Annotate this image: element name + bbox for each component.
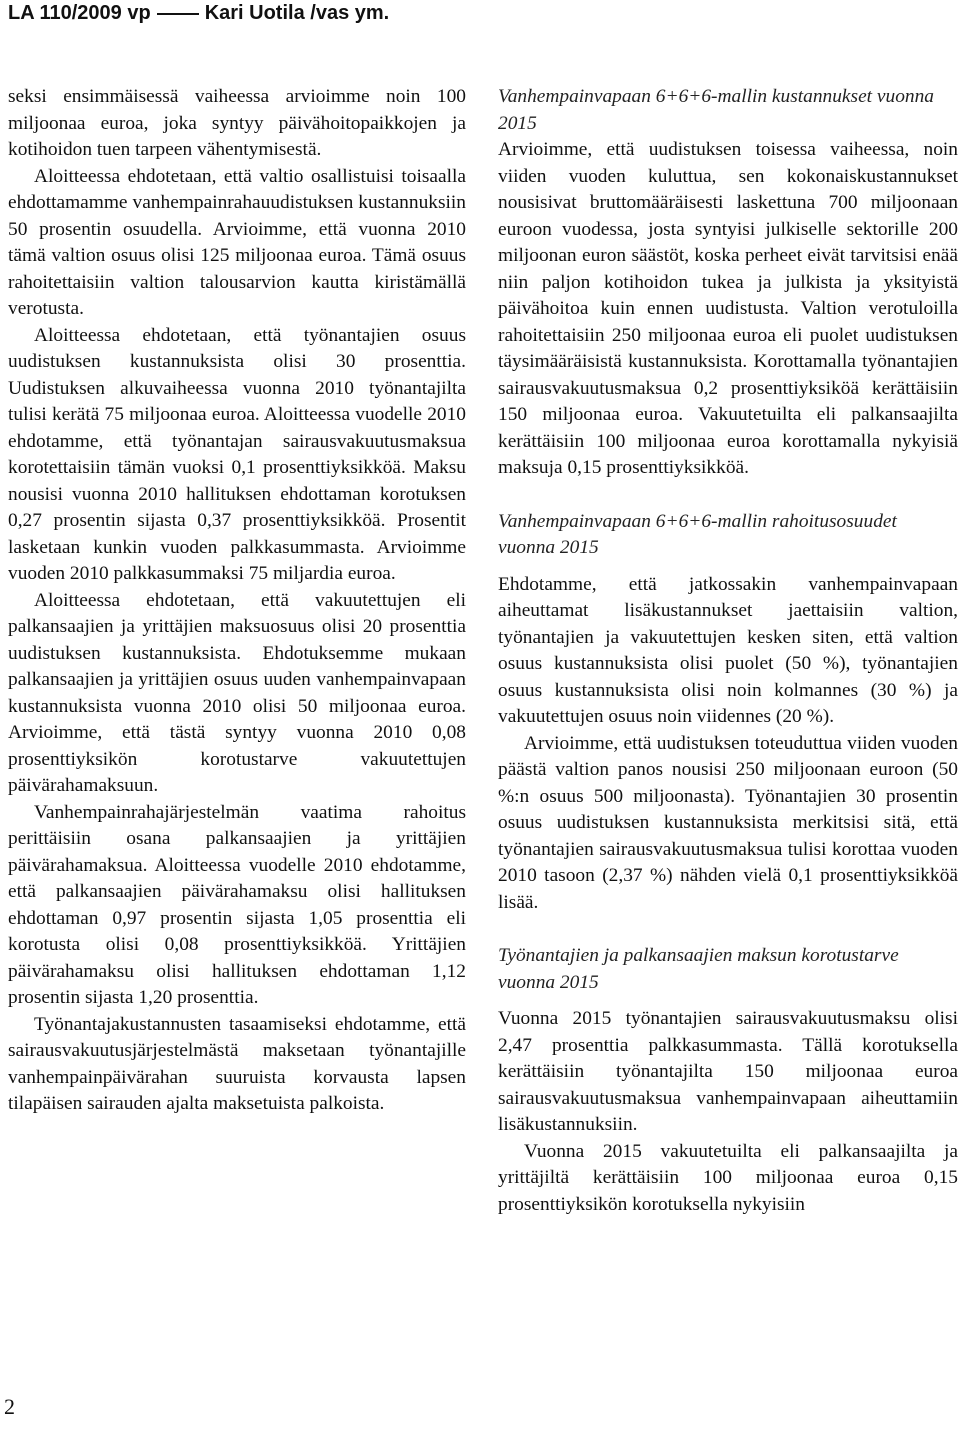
paragraph: Aloitteessa ehdotetaan, että työnantajien osuus uudistuksen kustannuksista olisi 30 prosenttia. Uudistuksen alkuvaiheessa vuonna 2010 työnantajilta tulisi kerätä 75 miljoonaa euroa. Aloitteessa vuodelle 2010 ehdotamme, että työnantajan sairausvakuutusmaksua korotettaisiin tämän vuoksi 0,1 prosenttiyksikköä. Maksu nousisi vuonna 2010 hallituksen ehdottaman korotuksen 0,27 prosentin sijasta 0,37 prosenttiyksikköä. Prosentit lasketaan kunkin vuoden palkkasummasta. Arvioimme vuoden 2010 palkkasummaksi 75 miljardia euroa. (8, 324, 466, 584)
paragraph: Työnantajakustannusten tasaamiseksi ehdotamme, että sairausvakuutusjärjestelmästä maksetaan työnantajille vanhempainpäivärahan suuruista korvausta lapsen tilapäisen sairauden ajalta maksetuista palkoista. (8, 1013, 466, 1114)
paragraph: Aloitteessa ehdotetaan, että vakuutettujen eli palkansaajien ja yrittäjien maksuosuus olisi 20 prosenttia uudistuksen kustannuksista. Ehdotuksemme mukaan palkansaajien ja yrittäjien osuus uuden vanhempainvapaan kustannuksista vuonna 2010 olisi 50 miljoonaa euroa. Arvioimme, että tästä syntyy vuonna 2010 0,08 prosenttiyksikön korotustarve vakuutettujen päivärahamaksuun. (8, 589, 466, 796)
paragraph: Aloitteessa ehdotetaan, että valtio osallistuisi toisaalla ehdottamamme vanhempainrahauudistuksen kustannuksiin 50 prosentin osuudella. Arvioimme, että vuonna 2010 tämä valtion osuus olisi 125 miljoonaa euroa. Tämä osuus rahoitettaisiin valtion talousarvion kautta kiristämällä verotusta. (8, 165, 466, 319)
document-reference: LA 110/2009 vp (8, 2, 151, 24)
right-column (498, 84, 958, 1218)
section-heading: Vanhempainvapaan 6+6+6-mallin kustannukset vuonna 2015 (498, 86, 935, 134)
page-number: 2 (4, 1394, 15, 1419)
document-authors: Kari Uotila /vas ym. (204, 2, 390, 24)
paragraph: Arvioimme, että uudistuksen toteuduttua viiden vuoden päästä valtion panos nousisi 250 miljoonaan euroon (50 %:n osuus 500 miljoonasta). Työnantajien 30 prosentin osuus uudistuksen kustannuksista merkitsisi sitä, että työnantajien sairausvakuutusmaksua tulisi korottaa vuoden 2010 tasoon (2,37 %) nähden vielä 0,1 prosenttiyksikköä lisää. (498, 732, 958, 913)
paragraph: Ehdotamme, että jatkossakin vanhempainvapaan aiheuttamat lisäkustannukset jaettaisiin valtion, työnantajien ja vakuutettujen kesken siten, että valtion osuus kustannuksista olisi puolet (50 %), työnantajien osuus kustannuksista olisi noin kolmannes (30 %) ja vakuutettujen osuus noin viidennes (20 %). (498, 573, 958, 727)
section-heading: Vanhempainvapaan 6+6+6-mallin rahoitusosuudet vuonna 2015 (498, 510, 897, 558)
paragraph: Vuonna 2015 vakuutetuilta eli palkansaajilta ja yrittäjiltä kerättäisiin 100 miljoonaa euroa 0,15 prosenttiyksikön korotuksella nykyisiin (498, 1140, 958, 1215)
header-separator (157, 13, 199, 15)
paragraph: seksi ensimmäisessä vaiheessa arvioimme noin 100 miljoonaa euroa, joka syntyy päivähoitopaikkojen ja kotihoidon tuen tarpeen vähentymisestä. (8, 86, 466, 160)
section-heading: Työnantajien ja palkansaajien maksun korotustarve vuonna 2015 (498, 945, 899, 993)
page-header (8, 0, 389, 26)
left-column (8, 84, 466, 1118)
paragraph: Arvioimme, että uudistuksen toisessa vaiheessa, noin viiden vuoden kuluttua, sen kokonaiskustannukset nousisivat bruttomääräisesti laskettuna 700 miljoonaan euroon vuodessa, josta syntyisi julkiselle sektorille 200 miljoonan euron säästöt, koska perheet eivät tarvitsisi enää niin paljon kotihoidon tukea ja julkista ja yksityistä päivähoitoa kuin ennen uudistusta. Valtion verotuloilla rahoitettaisiin 250 miljoonaa euroa eli puolet uudistuksen täysimääräisistä kustannuksista. Korottamalla työnantajien sairausvakuutusmaksua 0,2 prosenttiyksiköä kerättäisiin 150 miljoonaa euroa. Vakuutetuilta eli palkansaajilta kerättäisiin 100 miljoonaa euroa korottamalla nykyisiä maksuja 0,15 prosenttiyksikköä. (498, 139, 958, 478)
paragraph: Vuonna 2015 työnantajien sairausvakuutusmaksu olisi 2,47 prosenttia palkkasummasta. Tällä korotuksella kerättäisiin työnantajilta 150 miljoonaa euroa sairausvakuutusmaksua vanhempainvapaan aiheuttamiin lisäkustannuksiin. (498, 1008, 958, 1135)
paragraph: Vanhempainrahajärjestelmän vaatima rahoitus perittäisiin osana palkansaajien ja yrittäjien päivärahamaksua. Aloitteessa vuodelle 2010 ehdotamme, että palkansaajien päivärahamaksu olisi hallituksen ehdottaman 0,97 prosentin sijasta 1,05 prosenttia eli korotusta olisi 0,08 prosenttiyksikköä. Yrittäjien päivärahamaksu olisi hallituksen ehdottaman 1,12 prosentin sijasta 1,20 prosenttia. (8, 801, 466, 1008)
